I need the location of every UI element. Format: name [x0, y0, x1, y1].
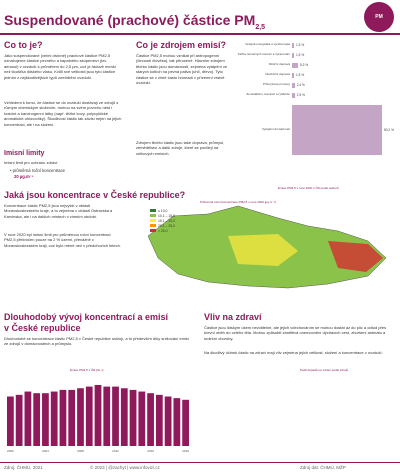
section-heading-what: Co to je? [4, 40, 43, 50]
emissions-bar [156, 395, 163, 446]
sector-bar [292, 63, 298, 68]
limit-value: 20 µg.m⁻³ [14, 174, 34, 179]
sector-bar-value: 1,5 % [296, 73, 305, 77]
what-paragraph-1: Jako suspendované (velmi drobné) prachové částice PM2,5 označujeme částice pevného a kapalného skupenství (tzv. aerosol) v ovzduší s průměrem do 2,5 µm, což je řádově menší než tloušťka lidského vlasu. Kvůli své velikosti jsou tyto částice jedním z nejškodlivějších typů znečištění ovzduší. [4, 53, 116, 80]
map-legend-label: ≤ 10,0 [158, 208, 168, 213]
emissions-bar [77, 388, 84, 446]
section-heading-concentrations: Jaká jsou koncentrace v České republice? [4, 190, 186, 200]
sector-bar-label: Průmyslové procesy [262, 82, 290, 87]
map-legend-label: > 25,0 [158, 228, 168, 233]
sector-bar-label: Zemědělství, lesnictví a rybářství [246, 92, 290, 97]
footer-divider [0, 462, 400, 463]
health-paragraph-1: Částice jsou lidským okem neviditelné, ale jejich vdechováním se mohou dostat až do plic a odtud přes krevní oběh do celého těla. Mohou způsobit zánětlivá onemocnění dýchacích cest, zhoršení astmatu a srdeční choroby. [204, 325, 387, 341]
section-heading-sources: Co je zdrojem emisí? [136, 40, 227, 50]
sector-bar-chart [232, 40, 400, 160]
sector-bar-value: 5,3 % [299, 63, 309, 67]
emissions-bar [51, 392, 58, 446]
header-divider [0, 33, 400, 35]
sector-bar-value: 1,5 % [296, 53, 305, 57]
emissions-x-tick: 2012 [112, 449, 119, 453]
sector-bar-label: Nesilniční doprava [265, 72, 290, 77]
footer-data-source: Zdroj dat: ČHMÚ, MŽP [300, 465, 346, 470]
pm-logo-icon: PM [364, 2, 394, 32]
emissions-chart-title: Emise PM2,5 v ČR [tis. t] [70, 368, 104, 372]
sector-bar [292, 53, 294, 58]
map-legend-swatch [150, 229, 156, 232]
map-legend-item [150, 228, 175, 233]
emissions-bar [138, 392, 145, 446]
emissions-bar [95, 385, 102, 446]
emissions-x-tick: 2004 [42, 449, 49, 453]
footer-source: Zdroj: ČHMÚ, 2021 [4, 465, 43, 470]
emissions-bar [112, 387, 119, 446]
emissions-bar [68, 390, 75, 446]
sector-bar-label: Silniční doprava [268, 62, 290, 67]
sector-bar-label: Těžba nerostných surovin a zpracování [237, 52, 290, 57]
emissions-bar [86, 387, 93, 446]
map-legend [150, 208, 175, 233]
map-legend-swatch [150, 219, 156, 222]
sector-bar-row [232, 70, 400, 80]
limit-item: • průměrná roční koncentrace [10, 168, 66, 173]
sector-bar [292, 105, 382, 155]
emissions-x-tick: 2020 [182, 449, 189, 453]
emissions-bar [16, 395, 23, 446]
sector-bar-value: 1,5 % [296, 43, 305, 47]
map-legend-swatch [150, 209, 156, 212]
map-legend-swatch [150, 224, 156, 227]
limits-intro: Imisní limit pro ochranu zdraví: [4, 160, 59, 165]
section-heading-health: Vliv na zdraví [204, 312, 262, 322]
sector-bar [292, 83, 295, 88]
emissions-bar [165, 397, 172, 447]
limits-heading: Imisní limity [4, 150, 45, 157]
sector-bar-row [232, 90, 400, 100]
sector-bar-row [232, 60, 400, 70]
conc-paragraph-2: V roce 2020 byl imisní limit pro průměrnou roční koncentraci PM2,5 překročen pouze na 2 % území, převážně v Moravskoslezském kraji, což bylo méně než v předchozích letech. [4, 232, 121, 248]
sector-chart-source: Emise PM2,5 v roce 2020 v ČR podle sektorů [278, 186, 339, 190]
page-title: Suspendované (prachové) částice $PM_{2,5}$ [4, 12, 266, 31]
map-legend-label: 15,1 – 20,0 [158, 218, 175, 223]
emissions-bar [173, 398, 180, 446]
emissions-bar [130, 390, 137, 446]
sector-bar [292, 43, 294, 48]
map-legend-label: 10,1 – 15,0 [158, 213, 175, 218]
sector-bar-label: Vytápění domácností [261, 127, 290, 132]
emissions-bar [103, 387, 110, 446]
emissions-bar [42, 393, 49, 446]
what-paragraph-2: Vzhledem k tomu, že částice se do ovzduší dostávají ze zdrojů s různým chemickým složením, mohou na svém povrchu nést i toxické a karcinogenní látky (např. těžké kovy, polycyklické aromatické uhlovodíky). Škodlivost částic tak závisí nejen na jejich koncentraci, ale i na složení. [4, 100, 122, 127]
trend-paragraph: Dlouhodobě se koncentrace částic PM2,5 v České republice snižují, a to především díky snižování emisí ze zdrojů v domácnostech a průmyslu. [4, 336, 189, 347]
sector-bar [292, 93, 295, 98]
sources-paragraph-1: Částice PM2,5 mohou vznikat při antropogenní (činností člověka), tak přirozené. Hlavním zdrojem těchto částic jsou domácnosti, zejména vytápění ve starých kotlích na pevná paliva (uhlí, dřevo). Tyto částice se v zimě často hromadí v přízemní vrstvě ovzduší. [136, 53, 228, 86]
emissions-x-tick: 2008 [77, 449, 84, 453]
map-legend-swatch [150, 214, 156, 217]
section-heading-trend-2: v České republice [4, 323, 81, 333]
sector-bar [292, 73, 294, 78]
sector-bar-value: 2,4 % [296, 83, 305, 87]
emissions-bar [33, 393, 40, 446]
emissions-bar [25, 392, 32, 446]
health-paragraph-2: Na škodlivý účinek částic na zdraví mají vliv zejména jejich velikost, složení a koncentrace v ovzduší. [204, 350, 383, 355]
sector-bar-row [232, 80, 400, 90]
health-chart-title: Podíl dopadů na zdraví podle zdrojů [300, 368, 349, 372]
map-legend-title: Průměrná roční koncentrace PM2,5 v roce 2020 [µg.m⁻³] [200, 200, 276, 204]
emissions-bar [121, 388, 128, 446]
sector-bar-label: Veřejná energetika a výroba tepla [245, 42, 290, 47]
emissions-x-tick: 2016 [147, 449, 154, 453]
emissions-bar-chart [4, 374, 194, 460]
map-legend-label: 20,1 – 25,0 [158, 223, 175, 228]
emissions-x-tick: 2000 [7, 449, 14, 453]
sector-bar-row [232, 100, 400, 160]
section-heading-trend: Dlouhodobý vývoj koncentrací a emisí [4, 312, 169, 322]
footer-credit: © 2023 | @zachyt | www.infovizi.cz [90, 465, 160, 470]
emissions-bar [7, 397, 14, 447]
emissions-bar [60, 390, 67, 446]
sector-bar-value: 80,2 % [384, 128, 394, 132]
sources-paragraph-2: Zdrojem těchto částic jsou také doprava, průmysl, zemědělství a další zdroje, které se podílejí na celkových emisích. [136, 140, 225, 156]
emissions-bar [147, 393, 154, 446]
sector-bar-row [232, 40, 400, 50]
sector-bar-row [232, 50, 400, 60]
sector-bar-value: 2,5 % [296, 93, 305, 97]
conc-paragraph-1: Koncentrace částic PM2,5 jsou nejvyšší v oblasti Moravskoslezského kraje, a to zejména v oblasti Ostravska a Karvinska, ale i na dalších místech v zimním období. [4, 203, 113, 219]
emissions-bar [182, 400, 189, 446]
